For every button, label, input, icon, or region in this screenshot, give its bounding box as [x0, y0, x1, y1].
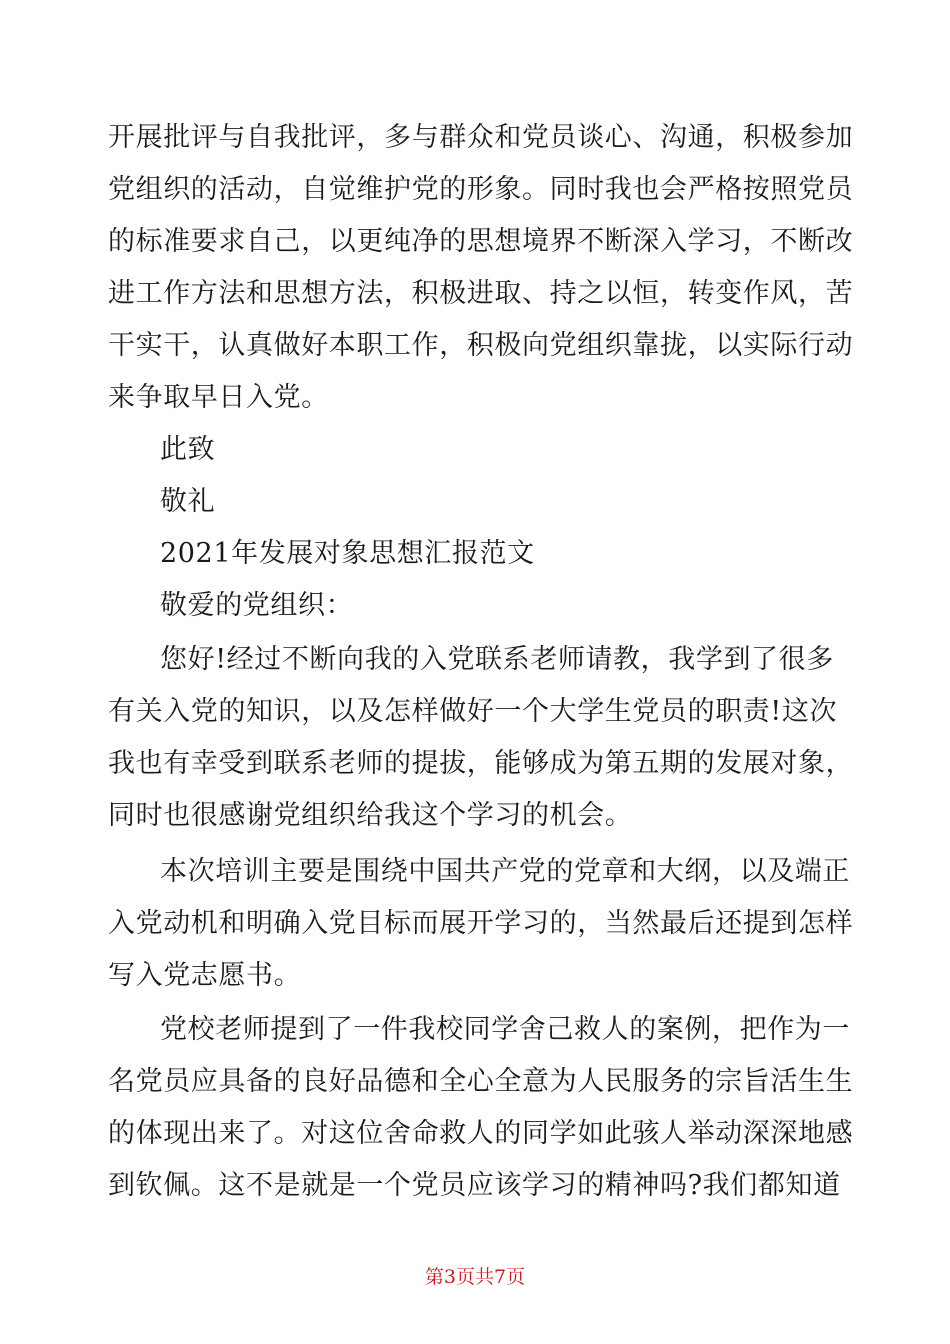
text-line: 进工作方法和思想方法，积极进取、持之以恒，转变作风，苦	[108, 278, 854, 309]
text-line: 我也有幸受到联系老师的提拔，能够成为第五期的发展对象，	[108, 748, 854, 779]
text-line: 来争取早日入党。	[108, 382, 329, 413]
text-line: 同时也很感谢党组织给我这个学习的机会。	[108, 800, 633, 831]
text-line: 名党员应具备的良好品德和全心全意为人民服务的宗旨活生生	[108, 1066, 854, 1097]
text-line: 开展批评与自我批评，多与群众和党员谈心、沟通，积极参加	[108, 122, 854, 153]
text-line: 入党动机和明确入党目标而展开学习的，当然最后还提到怎样	[108, 908, 854, 939]
closing-regards: 敬礼	[160, 486, 216, 517]
text-line: 您好!经过不断向我的入党联系老师请教，我学到了很多	[160, 644, 834, 675]
text-line: 党组织的活动，自觉维护党的形象。同时我也会严格按照党员	[108, 174, 854, 205]
text-line: 本次培训主要是围绕中国共产党的党章和大纲，以及端正	[160, 856, 850, 887]
greeting: 敬爱的党组织：	[160, 590, 354, 621]
text-line: 干实干，认真做好本职工作，积极向党组织靠拢，以实际行动	[108, 330, 854, 361]
text-line: 的标准要求自己，以更纯净的思想境界不断深入学习，不断改	[108, 226, 854, 257]
section-title: 2021年发展对象思想汇报范文	[160, 538, 535, 569]
text-line: 写入党志愿书。	[108, 960, 302, 991]
text-line: 的体现出来了。对这位舍命救人的同学如此骇人举动深深地感	[108, 1118, 854, 1149]
page-number-footer: 第3页共7页	[424, 1266, 526, 1288]
text-line: 到钦佩。这不是就是一个党员应该学习的精神吗?我们都知道	[108, 1170, 841, 1201]
closing-salutation: 此致	[160, 434, 216, 465]
text-line: 有关入党的知识，以及怎样做好一个大学生党员的职责!这次	[108, 696, 838, 727]
text-line: 党校老师提到了一件我校同学舍己救人的案例，把作为一	[160, 1014, 850, 1045]
